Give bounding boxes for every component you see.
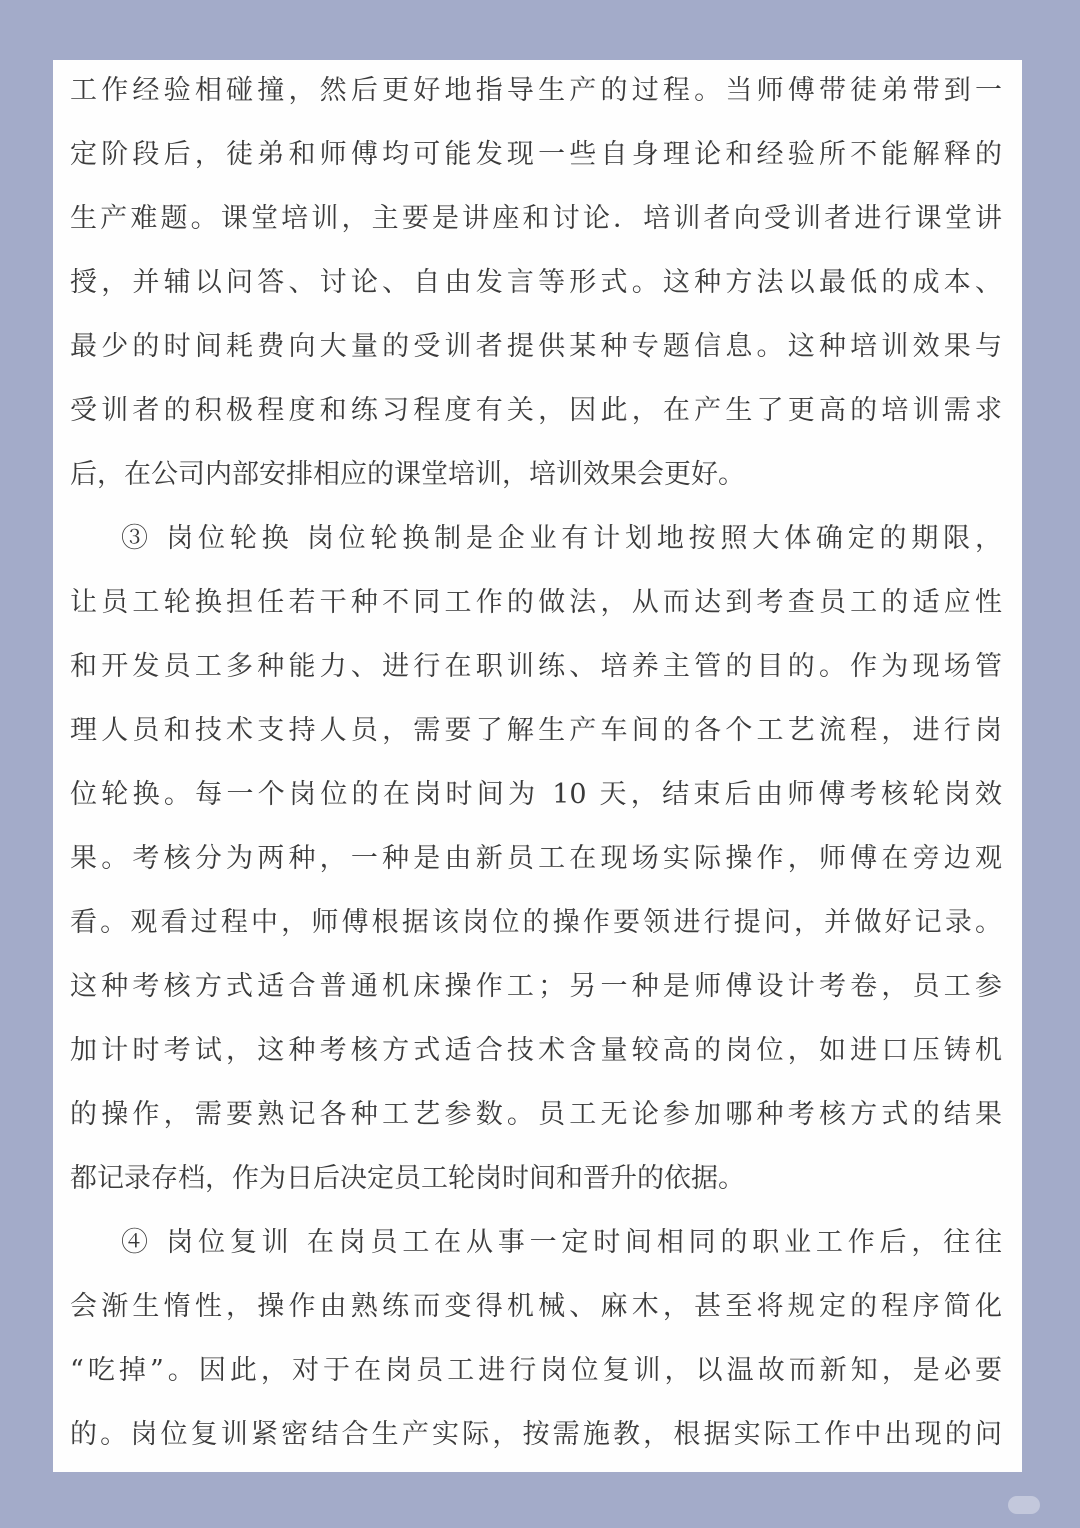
text-line: 位轮换。每一个岗位的在岗时间为 10 天，结束后由师傅考核轮岗效 (70, 779, 1002, 810)
text-line: 都记录存档，作为日后决定员工轮岗时间和晋升的依据。 (70, 1163, 745, 1194)
text-line: 果。考核分为两种，一种是由新员工在现场实际操作，师傅在旁边观 (70, 843, 1002, 874)
text-line: 授，并辅以问答、讨论、自由发言等形式。这种方法以最低的成本、 (70, 267, 1002, 298)
text-line: 后，在公司内部安排相应的课堂培训，培训效果会更好。 (70, 459, 745, 490)
text-line: 这种考核方式适合普通机床操作工；另一种是师傅设计考卷，员工参 (70, 971, 1002, 1002)
text-line: 的。岗位复训紧密结合生产实际，按需施教，根据实际工作中出现的问 (70, 1419, 1002, 1450)
text-line: 的操作，需要熟记各种工艺参数。员工无论参加哪种考核方式的结果 (70, 1099, 1002, 1130)
text-line: 看。观看过程中，师傅根据该岗位的操作要领进行提问，并做好记录。 (70, 907, 1002, 938)
text-line: 会渐生惰性，操作由熟练而变得机械、麻木，甚至将规定的程序简化 (70, 1291, 1002, 1322)
section-heading-line: ③ 岗位轮换 岗位轮换制是企业有计划地按照大体确定的期限， (121, 523, 1002, 554)
text-line: 让员工轮换担任若干种不同工作的做法，从而达到考查员工的适应性 (70, 587, 1002, 618)
text-line: 工作经验相碰撞，然后更好地指导生产的过程。当师傅带徒弟带到一 (70, 75, 1002, 106)
document-page (53, 60, 1022, 1472)
text-line: “吃掉”。因此，对于在岗员工进行岗位复训，以温故而新知，是必要 (70, 1355, 1002, 1386)
text-line: 生产难题。课堂培训，主要是讲座和讨论．培训者向受训者进行课堂讲 (70, 203, 1002, 234)
text-line: 最少的时间耗费向大量的受训者提供某种专题信息。这种培训效果与 (70, 331, 1002, 362)
text-line: 受训者的积极程度和练习程度有关，因此，在产生了更高的培训需求 (70, 395, 1002, 426)
section-heading-line: ④ 岗位复训 在岗员工在从事一定时间相同的职业工作后，往往 (121, 1227, 1002, 1258)
text-line: 和开发员工多种能力、进行在职训练、培养主管的目的。作为现场管 (70, 651, 1002, 682)
watermark (1008, 1496, 1040, 1514)
text-line: 理人员和技术支持人员，需要了解生产车间的各个工艺流程，进行岗 (70, 715, 1002, 746)
text-line: 加计时考试，这种考核方式适合技术含量较高的岗位，如进口压铸机 (70, 1035, 1002, 1066)
text-line: 定阶段后，徒弟和师傅均可能发现一些自身理论和经验所不能解释的 (70, 139, 1002, 170)
